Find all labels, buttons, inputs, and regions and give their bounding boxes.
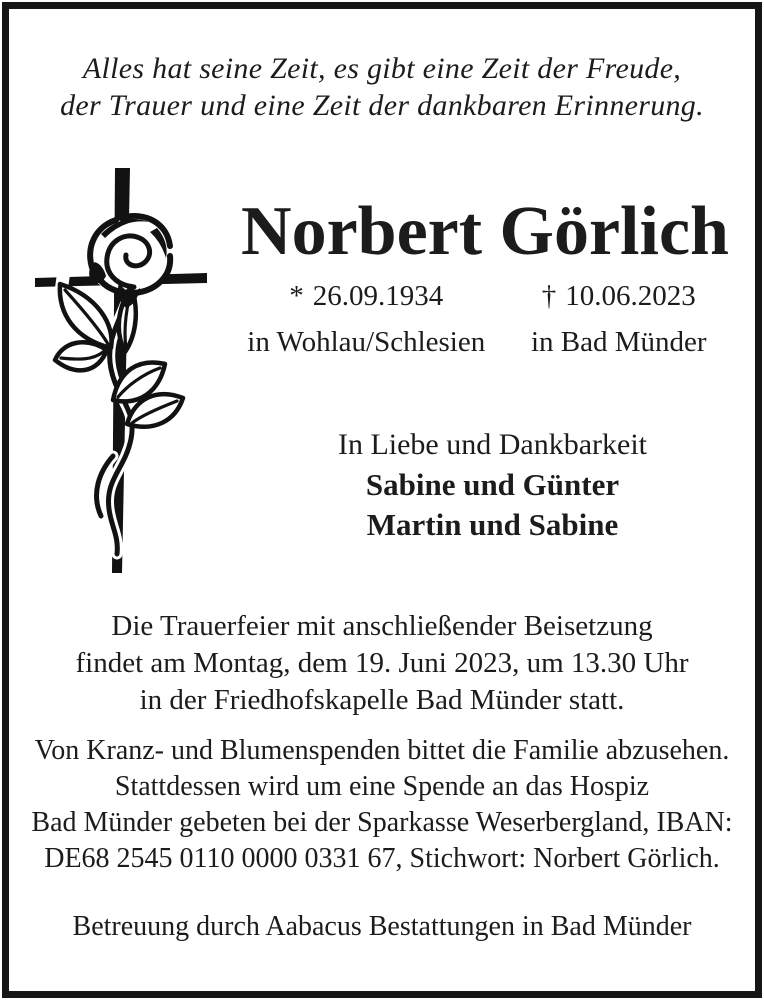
deceased-name: Norbert Görlich: [241, 193, 729, 270]
family-intro: In Liebe und Dankbarkeit: [337, 428, 648, 461]
birth-date: 26.09.1934: [312, 280, 444, 312]
epigraph-line-1: Alles hat seine Zeit, es gibt eine Zeit der Freude,: [82, 52, 682, 85]
funeral-home-credit: Betreuung durch Aabacus Bestattungen in Bad Münder: [72, 911, 692, 942]
death-cross-symbol: †: [541, 280, 557, 312]
death-date: 10.06.2023: [565, 280, 696, 312]
birth-date-line: [240, 273, 493, 319]
family-block: [240, 425, 745, 545]
death-date-line: [493, 273, 746, 319]
cross-rose-illustration: [35, 163, 235, 575]
death-info: [493, 273, 746, 365]
birth-info: [240, 273, 493, 365]
donation-line: DE68 2545 0110 0000 0331 67, Stichwort: Norbert Görlich.: [44, 843, 720, 874]
donation-details: [0, 733, 764, 877]
funeral-line: findet am Montag, dem 19. Juni 2023, um 13.30 Uhr: [75, 647, 689, 679]
mourner-line: Sabine und Günter: [365, 467, 620, 502]
epigraph-line-2: der Trauer und eine Zeit der dankbaren Erinnerung.: [60, 89, 704, 122]
birth-star-symbol: *: [289, 280, 304, 312]
life-dates: [240, 273, 745, 365]
funeral-details: [0, 608, 764, 719]
donation-line: Stattdessen wird um eine Spende an das Hospiz: [114, 771, 650, 802]
mourner-line: Martin und Sabine: [366, 507, 619, 542]
funeral-line: Die Trauerfeier mit anschließender Beisetzung: [111, 610, 653, 642]
funeral-line: in der Friedhofskapelle Bad Münder statt.: [139, 684, 625, 716]
donation-line: Bad Münder gebeten bei der Sparkasse Weserbergland, IBAN:: [31, 807, 733, 838]
death-place: in Bad Münder: [530, 326, 707, 358]
birth-place: in Wohlau/Schlesien: [247, 326, 486, 358]
donation-line: Von Kranz- und Blumenspenden bittet die Familie abzusehen.: [34, 735, 730, 766]
epigraph: [0, 50, 764, 124]
